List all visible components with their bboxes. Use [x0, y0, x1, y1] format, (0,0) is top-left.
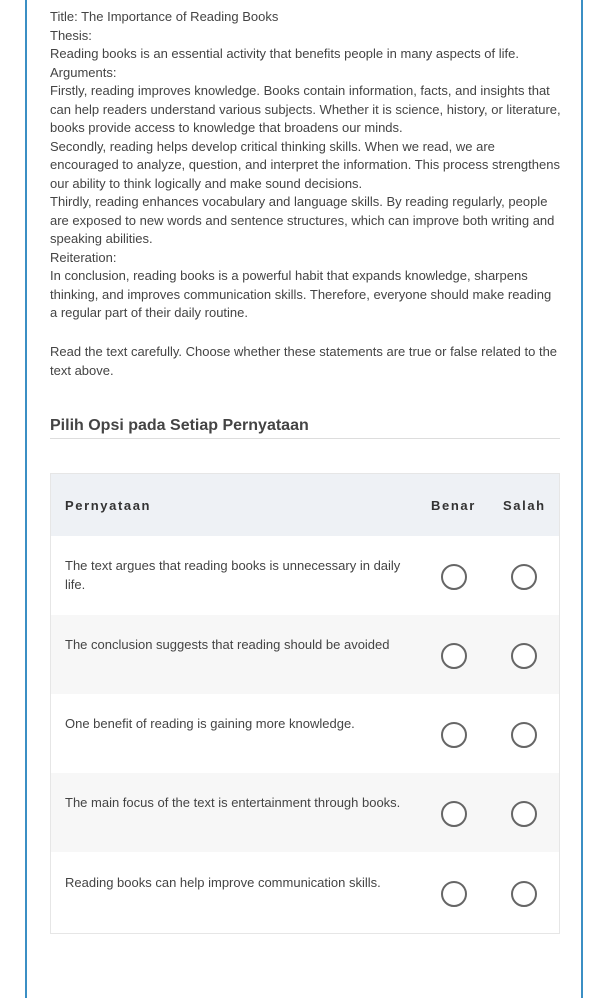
- argument-3: Thirdly, reading enhances vocabulary and language skills. By reading regularly, people are exposed to new words and sentence structures, which can improve both writing and speaking abilities.: [50, 194, 555, 246]
- thesis-label: Thesis:: [50, 27, 92, 43]
- radio-true-2[interactable]: [441, 643, 467, 669]
- reading-passage: [50, 8, 562, 323]
- instruction-text: Read the text carefully. Choose whether these statements are true or false related to the text above.: [50, 344, 558, 378]
- statement-text: Reading books can help improve communication skills.: [65, 875, 381, 890]
- table-row: [51, 694, 559, 773]
- radio-true-5[interactable]: [441, 881, 467, 907]
- radio-true-1[interactable]: [441, 564, 467, 590]
- header-statement: Pernyataan: [65, 498, 152, 513]
- reiteration-label: Reiteration:: [50, 249, 117, 265]
- table-header: [51, 474, 559, 536]
- table-row: [51, 853, 559, 932]
- thesis-text: Reading books is an essential activity that benefits people in many aspects of life.: [50, 46, 519, 61]
- radio-false-3[interactable]: [511, 722, 537, 748]
- radio-false-4[interactable]: [511, 801, 537, 827]
- statement-text: The conclusion suggests that reading should be avoided: [65, 637, 390, 652]
- argument-1: Firstly, reading improves knowledge. Books contain information, facts, and insights that can help readers understand various subjects. Whether it is science, history, or literature, books provide access to knowledge that broadens our minds.: [50, 83, 561, 135]
- true-false-table: [50, 473, 560, 934]
- section-title: Pilih Opsi pada Setiap Pernyataan: [50, 417, 560, 439]
- statement-text: The main focus of the text is entertainment through books.: [65, 795, 401, 810]
- table-row: [51, 615, 559, 694]
- table-row: [51, 536, 559, 615]
- passage-title: Title: The Importance of Reading Books: [50, 9, 279, 24]
- radio-false-5[interactable]: [511, 881, 537, 907]
- statement-text: One benefit of reading is gaining more knowledge.: [65, 716, 355, 731]
- radio-false-1[interactable]: [511, 564, 537, 590]
- arguments-label: Arguments:: [50, 64, 117, 80]
- statement-text: The text argues that reading books is unnecessary in daily life.: [65, 558, 401, 592]
- argument-2: Secondly, reading helps develop critical thinking skills. When we read, we are encouraged to analyze, question, and interpret the information. This process strengthens our ability to think logically and make sound decisions.: [50, 138, 560, 191]
- header-false: Salah: [503, 498, 546, 513]
- radio-false-2[interactable]: [511, 643, 537, 669]
- header-true: Benar: [431, 498, 476, 513]
- radio-true-4[interactable]: [441, 801, 467, 827]
- radio-true-3[interactable]: [441, 722, 467, 748]
- reiteration-text: In conclusion, reading books is a powerful habit that expands knowledge, sharpens thinking, and improves communication skills. Therefore, everyone should make reading a regular part of their daily routine.: [50, 268, 552, 320]
- table-row: [51, 773, 559, 852]
